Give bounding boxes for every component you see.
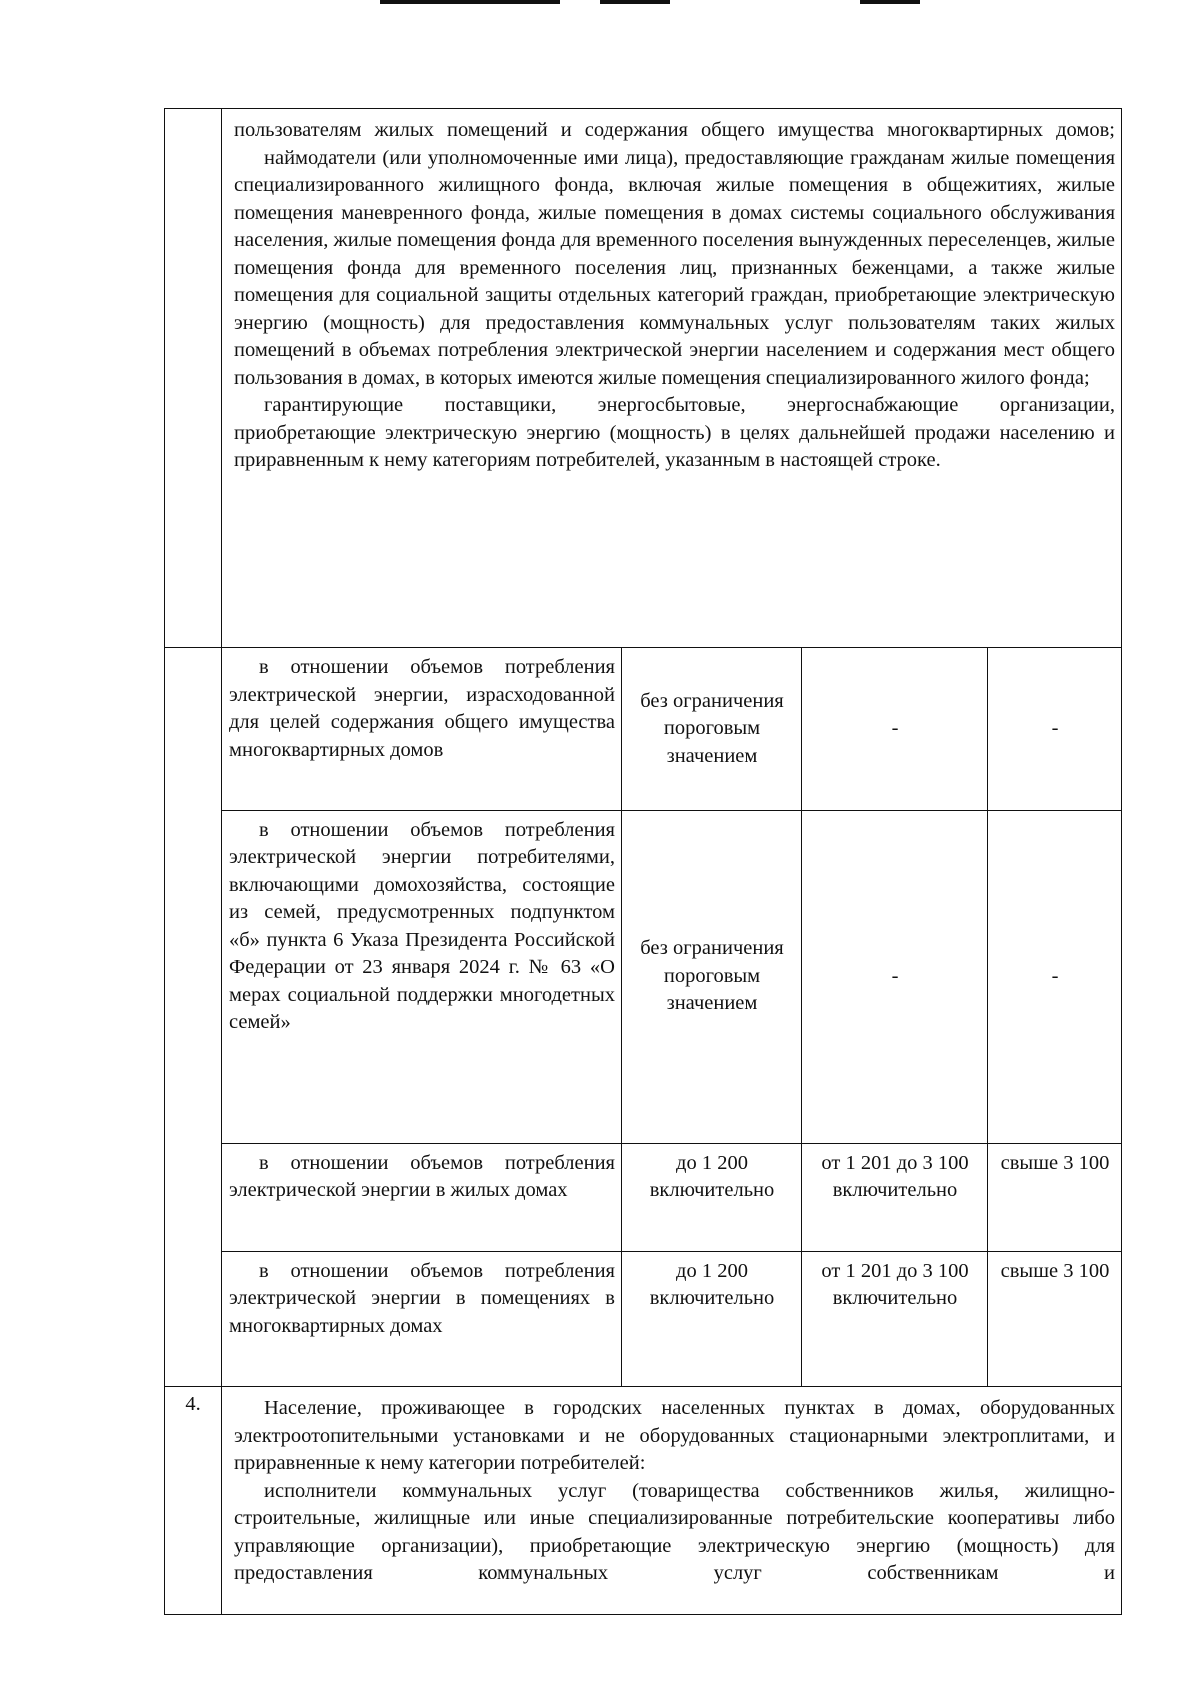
row-number-cell (165, 648, 222, 1387)
range-2-value: - (802, 810, 988, 1143)
range-1-value: до 1 200 включительно (622, 1251, 802, 1386)
subtable-row (222, 1251, 1121, 1386)
volume-description: в отношении объемов потребления электрической энергии потребителями, включающими домохозяйства, состоящие из семей, предусмотренных подпунктом «б» пункта 6 Указа Президента Российской Федерации от 23 января 2024 г. № 63 «О мерах социальной поддержки многодетных семей» (222, 810, 622, 1143)
item-number: 4. (185, 1393, 201, 1415)
tariff-table (164, 108, 1122, 1615)
paragraph: гарантирующие поставщики, энергосбытовые, энергоснабжающие организации, приобретающие электрическую энергию (мощность) в целях дальнейшей продажи населению и приравненным к нему категориям потребителей, указанным в настоящей строке. (234, 394, 1115, 471)
paragraph: исполнители коммунальных услуг (товарищества собственников жилья, жилищно-строительные, жилищные или иные специализированные потребительские кооперативы либо управляющие организации), приобретающие электрическую энергию (мощность) для предоставления коммунальных услуг собственникам и (234, 1479, 1115, 1584)
range-2-value: от 1 201 до 3 100 включительно (802, 1251, 988, 1386)
subtable-row (222, 1143, 1121, 1251)
table-row (165, 648, 1122, 1387)
row-number-cell (165, 109, 222, 648)
range-3-value: - (988, 648, 1122, 810)
subtable-row (222, 810, 1121, 1143)
range-1-value: до 1 200 включительно (622, 1143, 802, 1251)
volumes-subtable (222, 648, 1121, 1386)
range-1-value: без ограничения пороговым значением (622, 648, 802, 810)
paragraph: Население, проживающее в городских населенных пунктах в домах, оборудованных электроотопительными установками и не оборудованных стационарными электроплитами, и приравненные к нему категории потребителей: (234, 1397, 1115, 1474)
scan-artifact-line (380, 0, 560, 4)
volume-description: в отношении объемов потребления электрической энергии в помещениях в многоквартирных домах (222, 1251, 622, 1386)
scan-artifact-line (860, 0, 920, 4)
row-number-cell (165, 1387, 222, 1615)
scan-artifact-line (600, 0, 670, 4)
table-row (165, 109, 1122, 648)
subtable-row (222, 648, 1121, 810)
category-description (222, 109, 1122, 648)
range-3-value: свыше 3 100 (988, 1143, 1122, 1251)
range-1-value: без ограничения пороговым значением (622, 810, 802, 1143)
paragraph: наймодатели (или уполномоченные ими лица), предоставляющие гражданам жилые помещения специализированного жилищного фонда, включая жилые помещения в общежитиях, жилые помещения маневренного фонда, жилые помещения в домах системы социального обслуживания населения, жилые помещения фонда для временного поселения вынужденных переселенцев, жилые помещения фонда для временного поселения лиц, признанных беженцами, а также жилые помещения для социальной защиты отдельных категорий граждан, приобретающие электрическую энергию (мощность) для предоставления коммунальных услуг пользователям таких жилых помещений в объемах потребления электрической энергии населением и содержания мест общего пользования в домах, в которых имеются жилые помещения специализированного жилого фонда; (234, 146, 1115, 389)
range-3-value: - (988, 810, 1122, 1143)
volume-description: в отношении объемов потребления электрической энергии в жилых домах (222, 1143, 622, 1251)
range-3-value: свыше 3 100 (988, 1251, 1122, 1386)
volumes-cell (222, 648, 1122, 1387)
category-description (222, 1387, 1122, 1615)
volume-description: в отношении объемов потребления электрической энергии, израсходованной для целей содержания общего имущества многоквартирных домов (222, 648, 622, 810)
table-row (165, 1387, 1122, 1615)
range-2-value: - (802, 648, 988, 810)
range-2-value: от 1 201 до 3 100 включительно (802, 1143, 988, 1251)
paragraph: пользователям жилых помещений и содержания общего имущества многоквартирных домов; (234, 119, 1115, 141)
